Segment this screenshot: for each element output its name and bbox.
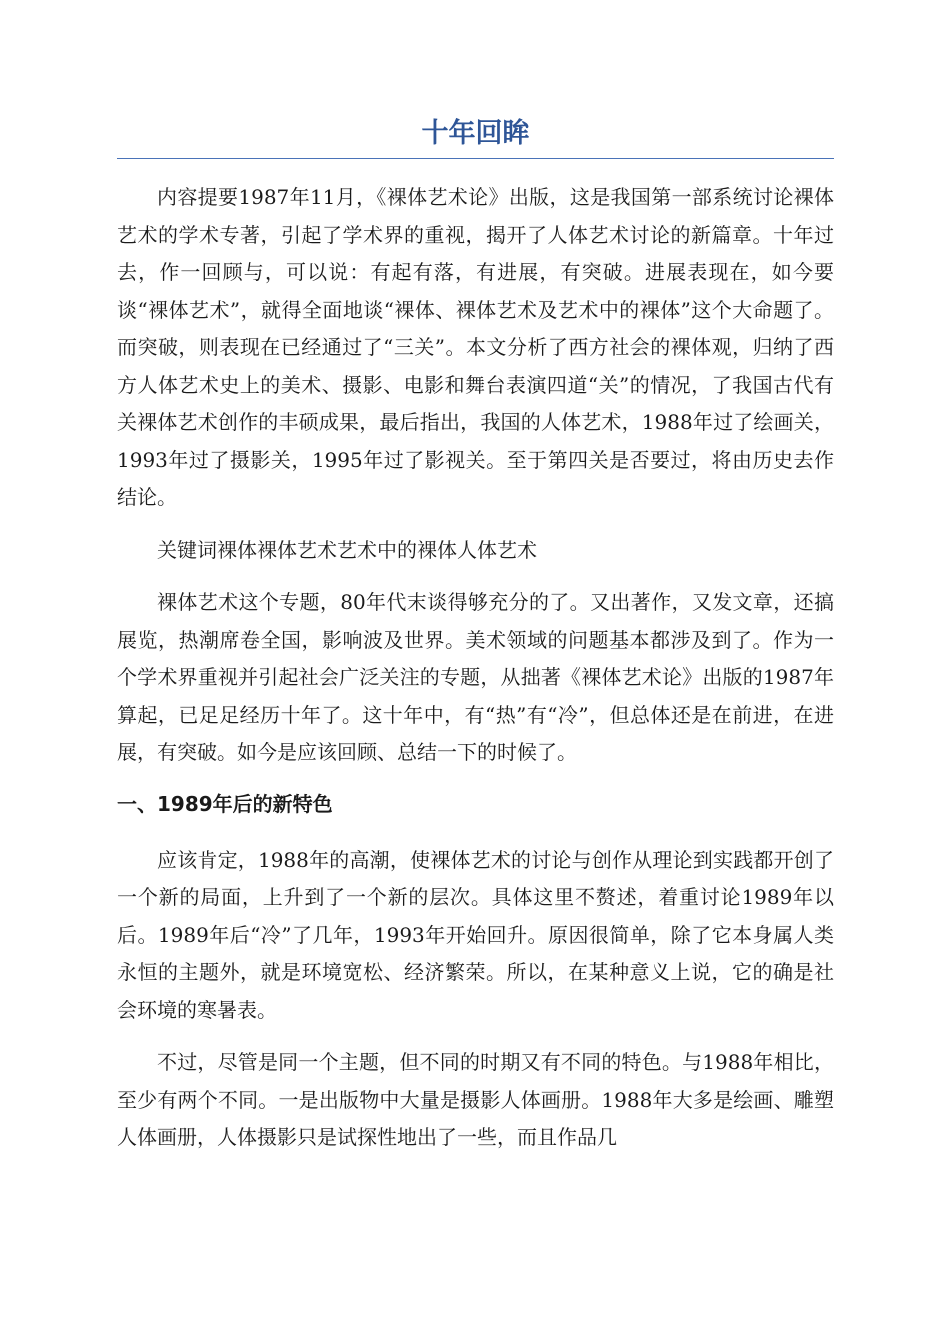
intro-paragraph: 裸体艺术这个专题，80年代末谈得够充分的了。又出著作，又发文章，还搞展览，热潮席卷全国，影响波及世界。美术领域的问题基本都涉及到了。作为一个学术界重视并引起社会广泛关注的专题，从拙著《裸体艺术论》出版的1987年算起，已足足经历十年了。这十年中，有“热”有“冷”，但总体还是在前进，在进展，有突破。如今是应该回顾、总结一下的时候了。	[117, 590, 834, 764]
section-paragraph: 应该肯定，1988年的高潮，使裸体艺术的讨论与创作从理论到实践都开创了一个新的局面，上升到了一个新的层次。具体这里不赘述，着重讨论1989年以后。1989年后“冷”了几年，1993年开始回升。原因很简单，除了它本身属人类永恒的主题外，就是环境宽松、经济繁荣。所以，在某种意义上说，它的确是社会环境的寒暑表。	[117, 847, 834, 1022]
document-title: 十年回眸	[117, 116, 834, 159]
section-heading: 一、1989年后的新特色	[117, 791, 333, 816]
document-page	[117, 0, 834, 1157]
keywords-paragraph: 关键词裸体裸体艺术艺术中的裸体人体艺术	[157, 537, 537, 562]
abstract-paragraph: 内容提要1987年11月，《裸体艺术论》出版，这是我国第一部系统讨论裸体艺术的学术专著，引起了学术界的重视，揭开了人体艺术讨论的新篇章。十年过去，作一回顾与，可以说：有起有落，有进展，有突破。进展表现在，如今要谈“裸体艺术”，就得全面地谈“裸体、裸体艺术及艺术中的裸体”这个大命题了。而突破，则表现在已经通过了“三关”。本文分析了西方社会的裸体观，归纳了西方人体艺术史上的美术、摄影、电影和舞台表演四道“关”的情况，了我国古代有关裸体艺术创作的丰硕成果，最后指出，我国的人体艺术，1988年过了绘画关，1993年过了摄影关，1995年过了影视关。至于第四关是否要过，将由历史去作结论。	[117, 185, 834, 509]
section-paragraph: 不过，尽管是同一个主题，但不同的时期又有不同的特色。与1988年相比，至少有两个不同。一是出版物中大量是摄影人体画册。1988年大多是绘画、雕塑人体画册，人体摄影只是试探性地出了一些，而且作品几	[117, 1050, 834, 1149]
